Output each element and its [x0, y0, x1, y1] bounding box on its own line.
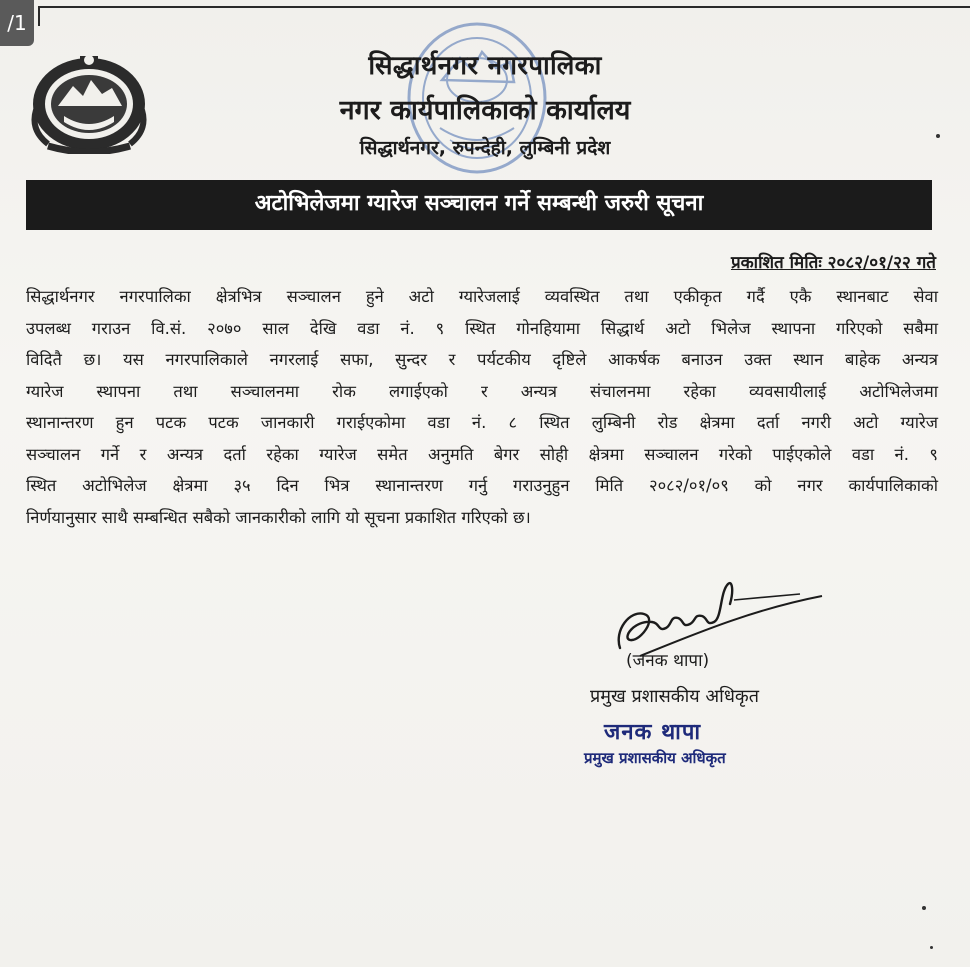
signatory-title: प्रमुख प्रशासकीय अधिकृत — [590, 686, 759, 707]
page-border-top — [38, 6, 970, 8]
stamp-name: जनक थापा — [604, 720, 702, 745]
notice-title-banner — [26, 180, 932, 230]
office-name: नगर कार्यपालिकाको कार्यालय — [339, 95, 631, 126]
stamp-title: प्रमुख प्रशासकीय अधिकृत — [584, 749, 726, 767]
body-line: स्थानान्तरण हुन पटक पटक जानकारी गराईएकोमा वडा नं. ८ स्थित लुम्बिनी रोड क्षेत्रमा दर्ता नगरी अटो ग्यारेज — [26, 413, 938, 432]
body-line: सञ्चालन गर्ने र अन्यत्र दर्ता रहेका ग्यारेज समेत अनुमति बेगर सोही क्षेत्रमा सञ्चालन गरेको पाईएकोले वडा नं. ९ — [26, 444, 938, 464]
page-counter: /1 — [0, 0, 34, 46]
published-date: प्रकाशित मितिः २०८२/०१/२२ गते — [730, 253, 936, 273]
body-line: स्थित अटोभिलेज क्षेत्रमा ३५ दिन भित्र स्थानान्तरण गर्नु गराउनुहुन मिति २०८२/०१/०९ को नगर कार्यपालिकाको — [26, 476, 938, 495]
paper-speck — [930, 946, 933, 949]
notice-body — [26, 281, 938, 533]
body-line: निर्णयानुसार साथै सम्बन्धित सबैको जानकारीको लागि यो सूचना प्रकाशित गरिएको छ। — [26, 507, 531, 527]
office-address: सिद्धार्थनगर, रुपन्देही, लुम्बिनी प्रदेश — [359, 137, 611, 159]
body-line: उपलब्ध गराउन वि.सं. २०७० साल देखि वडा नं. ९ स्थित गोनहियामा सिद्धार्थ अटो भिलेज स्थापना गरिएको सबैमा — [26, 318, 938, 338]
page-border-left — [38, 6, 40, 26]
paper-speck — [922, 906, 926, 910]
paper-speck — [936, 134, 940, 138]
body-line: सिद्धार्थनगर नगरपालिका क्षेत्रभित्र सञ्चालन हुने अटो ग्यारेजलाई व्यवस्थित तथा एकीकृत गर्दै एकै स्थानबाट सेवा — [26, 287, 938, 306]
notice-title: अटोभिलेजमा ग्यारेज सञ्चालन गर्ने सम्बन्धी जरुरी सूचना — [254, 191, 704, 216]
signature-icon — [600, 570, 830, 660]
body-line: ग्यारेज स्थापना तथा सञ्चालनमा रोक लगाईएको र अन्यत्र संचालनमा रहेका व्यवसायीलाई अटोभिलेजमा — [26, 381, 938, 401]
organization-name: सिद्धार्थनगर नगरपालिका — [368, 51, 602, 81]
signatory-name: (जनक थापा) — [626, 651, 710, 671]
body-line: विदितै छ। यस नगरपालिकाले नगरलाई सफा, सुन्दर र पर्यटकीय दृष्टिले आकर्षक बनाउन उक्त स्थान बाहेक अन्यत्र — [26, 350, 938, 369]
